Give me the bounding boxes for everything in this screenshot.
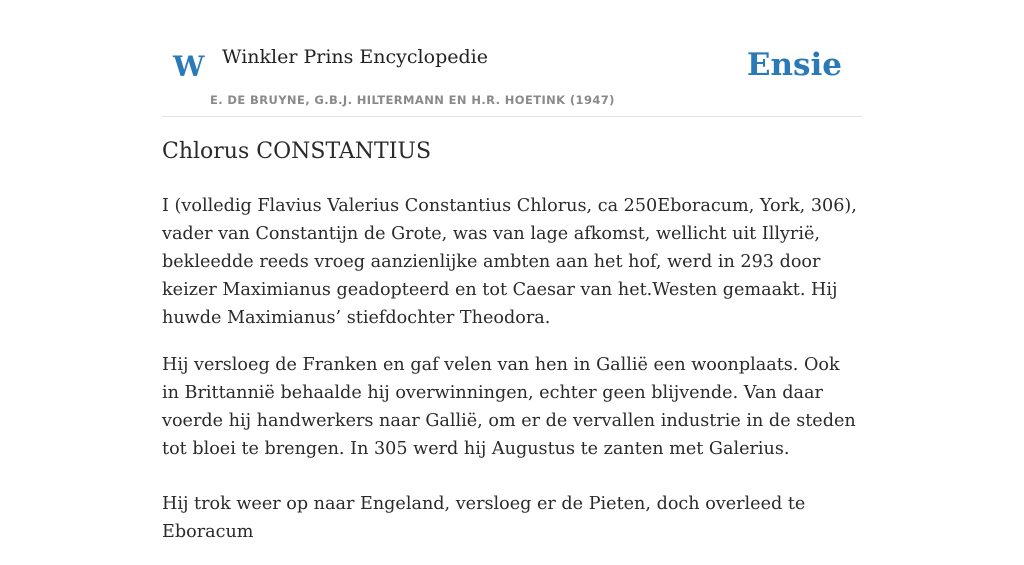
winkler-prins-logo[interactable]: W <box>173 50 205 83</box>
article-body <box>162 192 862 565</box>
source-title[interactable]: Winkler Prins Encyclopedie <box>222 46 488 68</box>
article-paragraph: Hij trok weer op naar Engeland, versloeg er de Pieten, doch overleed te Eboracum <box>162 494 806 542</box>
source-header <box>162 0 862 117</box>
ensie-logo[interactable]: Ensie <box>746 47 842 83</box>
source-authors: E. DE BRUYNE, G.B.J. HILTERMANN EN H.R. HOETINK (1947) <box>210 93 615 107</box>
article-paragraph: Hij versloeg de Franken en gaf velen van hen in Gallië een woonplaats. Ook in Brittannië behaalde hij overwinningen, echter geen blijvende. Van daar voerde hij handwerkers naar Gallië, om er de vervallen industrie in de steden tot bloei te brengen. In 305 werd hij Augustus te zanten met Galerius. <box>162 355 856 459</box>
page <box>162 0 862 542</box>
article-paragraph: I (volledig Flavius Valerius Constantius Chlorus, ca 250Eboracum, York, 306), vader van Constantijn de Grote, was van lage afkomst, wellicht uit Illyrië, bekleedde reeds vroeg aanzienlijke ambten aan het hof, werd in 293 door keizer Maximianus geadopteerd en tot Caesar van het.Westen gemaakt. Hij huwde Maximianus’ stiefdochter Theodora. <box>162 196 857 328</box>
article-title: Chlorus CONSTANTIUS <box>162 139 432 164</box>
